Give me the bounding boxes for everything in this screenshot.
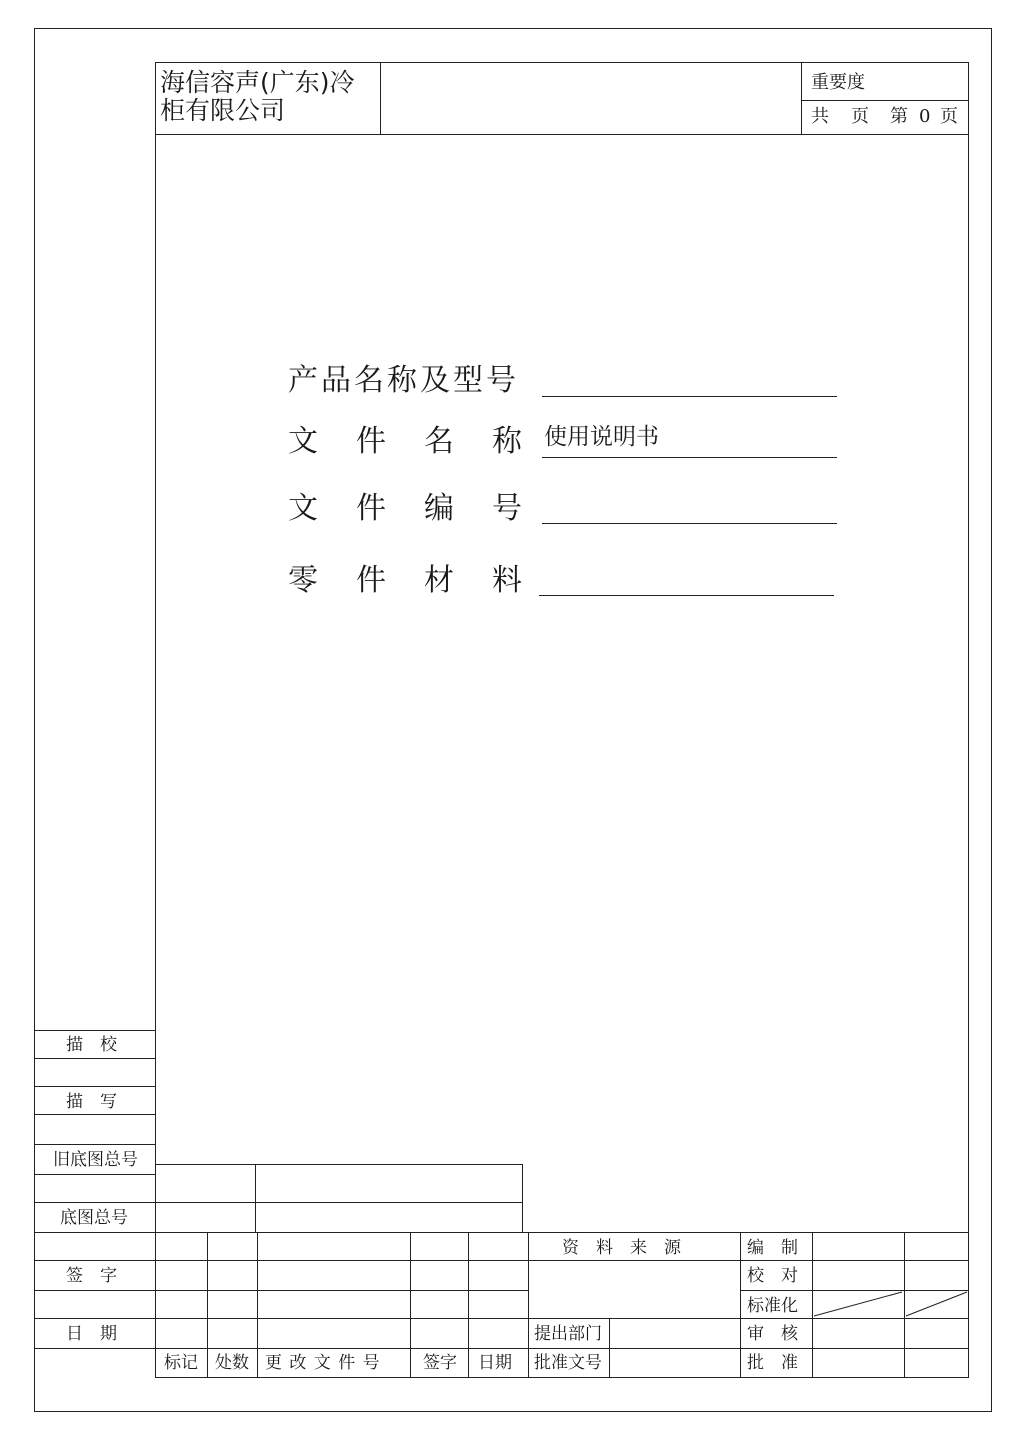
rev-header-count: 处数 xyxy=(215,1353,249,1373)
company-name-line1: 海信容声(广东)冷 xyxy=(160,68,355,97)
rev-row-line-4 xyxy=(155,1348,528,1349)
field-label-doc-number: 文件编号 xyxy=(288,491,560,526)
header-importance-line xyxy=(801,100,969,101)
left-strip-line-1 xyxy=(34,1030,155,1031)
left-strip-line-9 xyxy=(34,1260,155,1261)
approval-prepared: 编 制 xyxy=(747,1238,798,1258)
field-line-product xyxy=(542,396,837,397)
approval-checked: 校 对 xyxy=(747,1266,798,1286)
left-strip-line-5 xyxy=(34,1144,155,1145)
page-number-label: 第 xyxy=(890,106,908,127)
approval-line-3 xyxy=(740,1318,969,1319)
field-label-part-material: 零件材料 xyxy=(288,563,560,598)
rev-header-date: 日期 xyxy=(478,1353,512,1373)
rev-header-mark: 标记 xyxy=(164,1353,198,1373)
rev-row-line-3 xyxy=(155,1318,528,1319)
approval-line-4 xyxy=(740,1348,969,1349)
pages-unit-2: 页 xyxy=(940,106,958,127)
approval-reviewed: 审 核 xyxy=(747,1324,798,1344)
source-proposing-dept: 提出部门 xyxy=(534,1324,602,1344)
source-approval-doc-no: 批准文号 xyxy=(534,1353,602,1373)
rev-row-line-2 xyxy=(155,1290,528,1291)
rev-col-line-4 xyxy=(468,1232,469,1378)
importance-label: 重要度 xyxy=(811,72,865,93)
rev-col-line-1 xyxy=(207,1232,208,1378)
source-inner-divider xyxy=(609,1318,610,1378)
source-line-2 xyxy=(528,1318,740,1319)
standardization-strike-lines xyxy=(812,1290,969,1318)
rev-col-line-2 xyxy=(257,1232,258,1378)
title-block-top xyxy=(155,1232,969,1233)
upper-box-top xyxy=(155,1164,522,1165)
rev-col-line-3 xyxy=(410,1232,411,1378)
pages-unit-1: 页 xyxy=(851,106,869,127)
field-line-doc-name xyxy=(542,457,837,458)
left-strip-line-12 xyxy=(34,1348,155,1349)
field-line-part-material xyxy=(539,595,834,596)
source-title: 资 料 来 源 xyxy=(562,1238,681,1258)
rev-row-line-1 xyxy=(155,1260,528,1261)
rev-header-sign: 签字 xyxy=(423,1353,457,1373)
left-strip-line-8 xyxy=(34,1232,155,1233)
left-strip-line-6 xyxy=(34,1174,155,1175)
rev-header-change-doc: 更 改 文 件 号 xyxy=(265,1353,381,1373)
upper-box-right xyxy=(522,1164,523,1232)
left-strip-line-11 xyxy=(34,1318,155,1319)
left-strip-line-4 xyxy=(34,1114,155,1115)
field-line-doc-number xyxy=(542,523,837,524)
left-describe-write: 描 写 xyxy=(66,1092,117,1112)
field-value-doc-name: 使用说明书 xyxy=(544,424,659,450)
left-describe-check: 描 校 xyxy=(66,1035,117,1055)
approval-standardized: 标准化 xyxy=(747,1296,798,1316)
left-old-drawing-no: 旧底图总号 xyxy=(53,1150,138,1170)
left-strip-line-7 xyxy=(34,1202,155,1203)
upper-box-mid xyxy=(155,1202,522,1203)
source-line-1 xyxy=(528,1260,740,1261)
left-signature: 签 字 xyxy=(66,1266,117,1286)
approval-line-1 xyxy=(740,1260,969,1261)
left-strip-line-3 xyxy=(34,1086,155,1087)
rev-col-line-5 xyxy=(528,1232,529,1378)
left-strip-line-10 xyxy=(34,1290,155,1291)
approval-approved: 批 准 xyxy=(747,1353,798,1373)
strike-line-2 xyxy=(906,1292,967,1316)
header-divider-company xyxy=(380,62,381,134)
header-divider-importance xyxy=(801,62,802,134)
field-label-doc-name: 文件名称 xyxy=(288,424,560,459)
source-right-line xyxy=(740,1232,741,1378)
left-strip-line-2 xyxy=(34,1058,155,1059)
field-label-product: 产品名称及型号 xyxy=(288,363,519,398)
pages-total: 共 xyxy=(811,106,829,127)
left-date: 日 期 xyxy=(66,1324,117,1344)
upper-box-divider xyxy=(255,1164,256,1232)
drawing-frame xyxy=(155,62,969,1378)
company-name-line2: 柜有限公司 xyxy=(160,96,286,125)
strike-line-1 xyxy=(814,1292,902,1316)
header-bottom-line xyxy=(155,134,969,135)
left-drawing-no: 底图总号 xyxy=(60,1208,128,1228)
page-number: 0 xyxy=(919,106,931,127)
source-line-3 xyxy=(528,1348,740,1349)
